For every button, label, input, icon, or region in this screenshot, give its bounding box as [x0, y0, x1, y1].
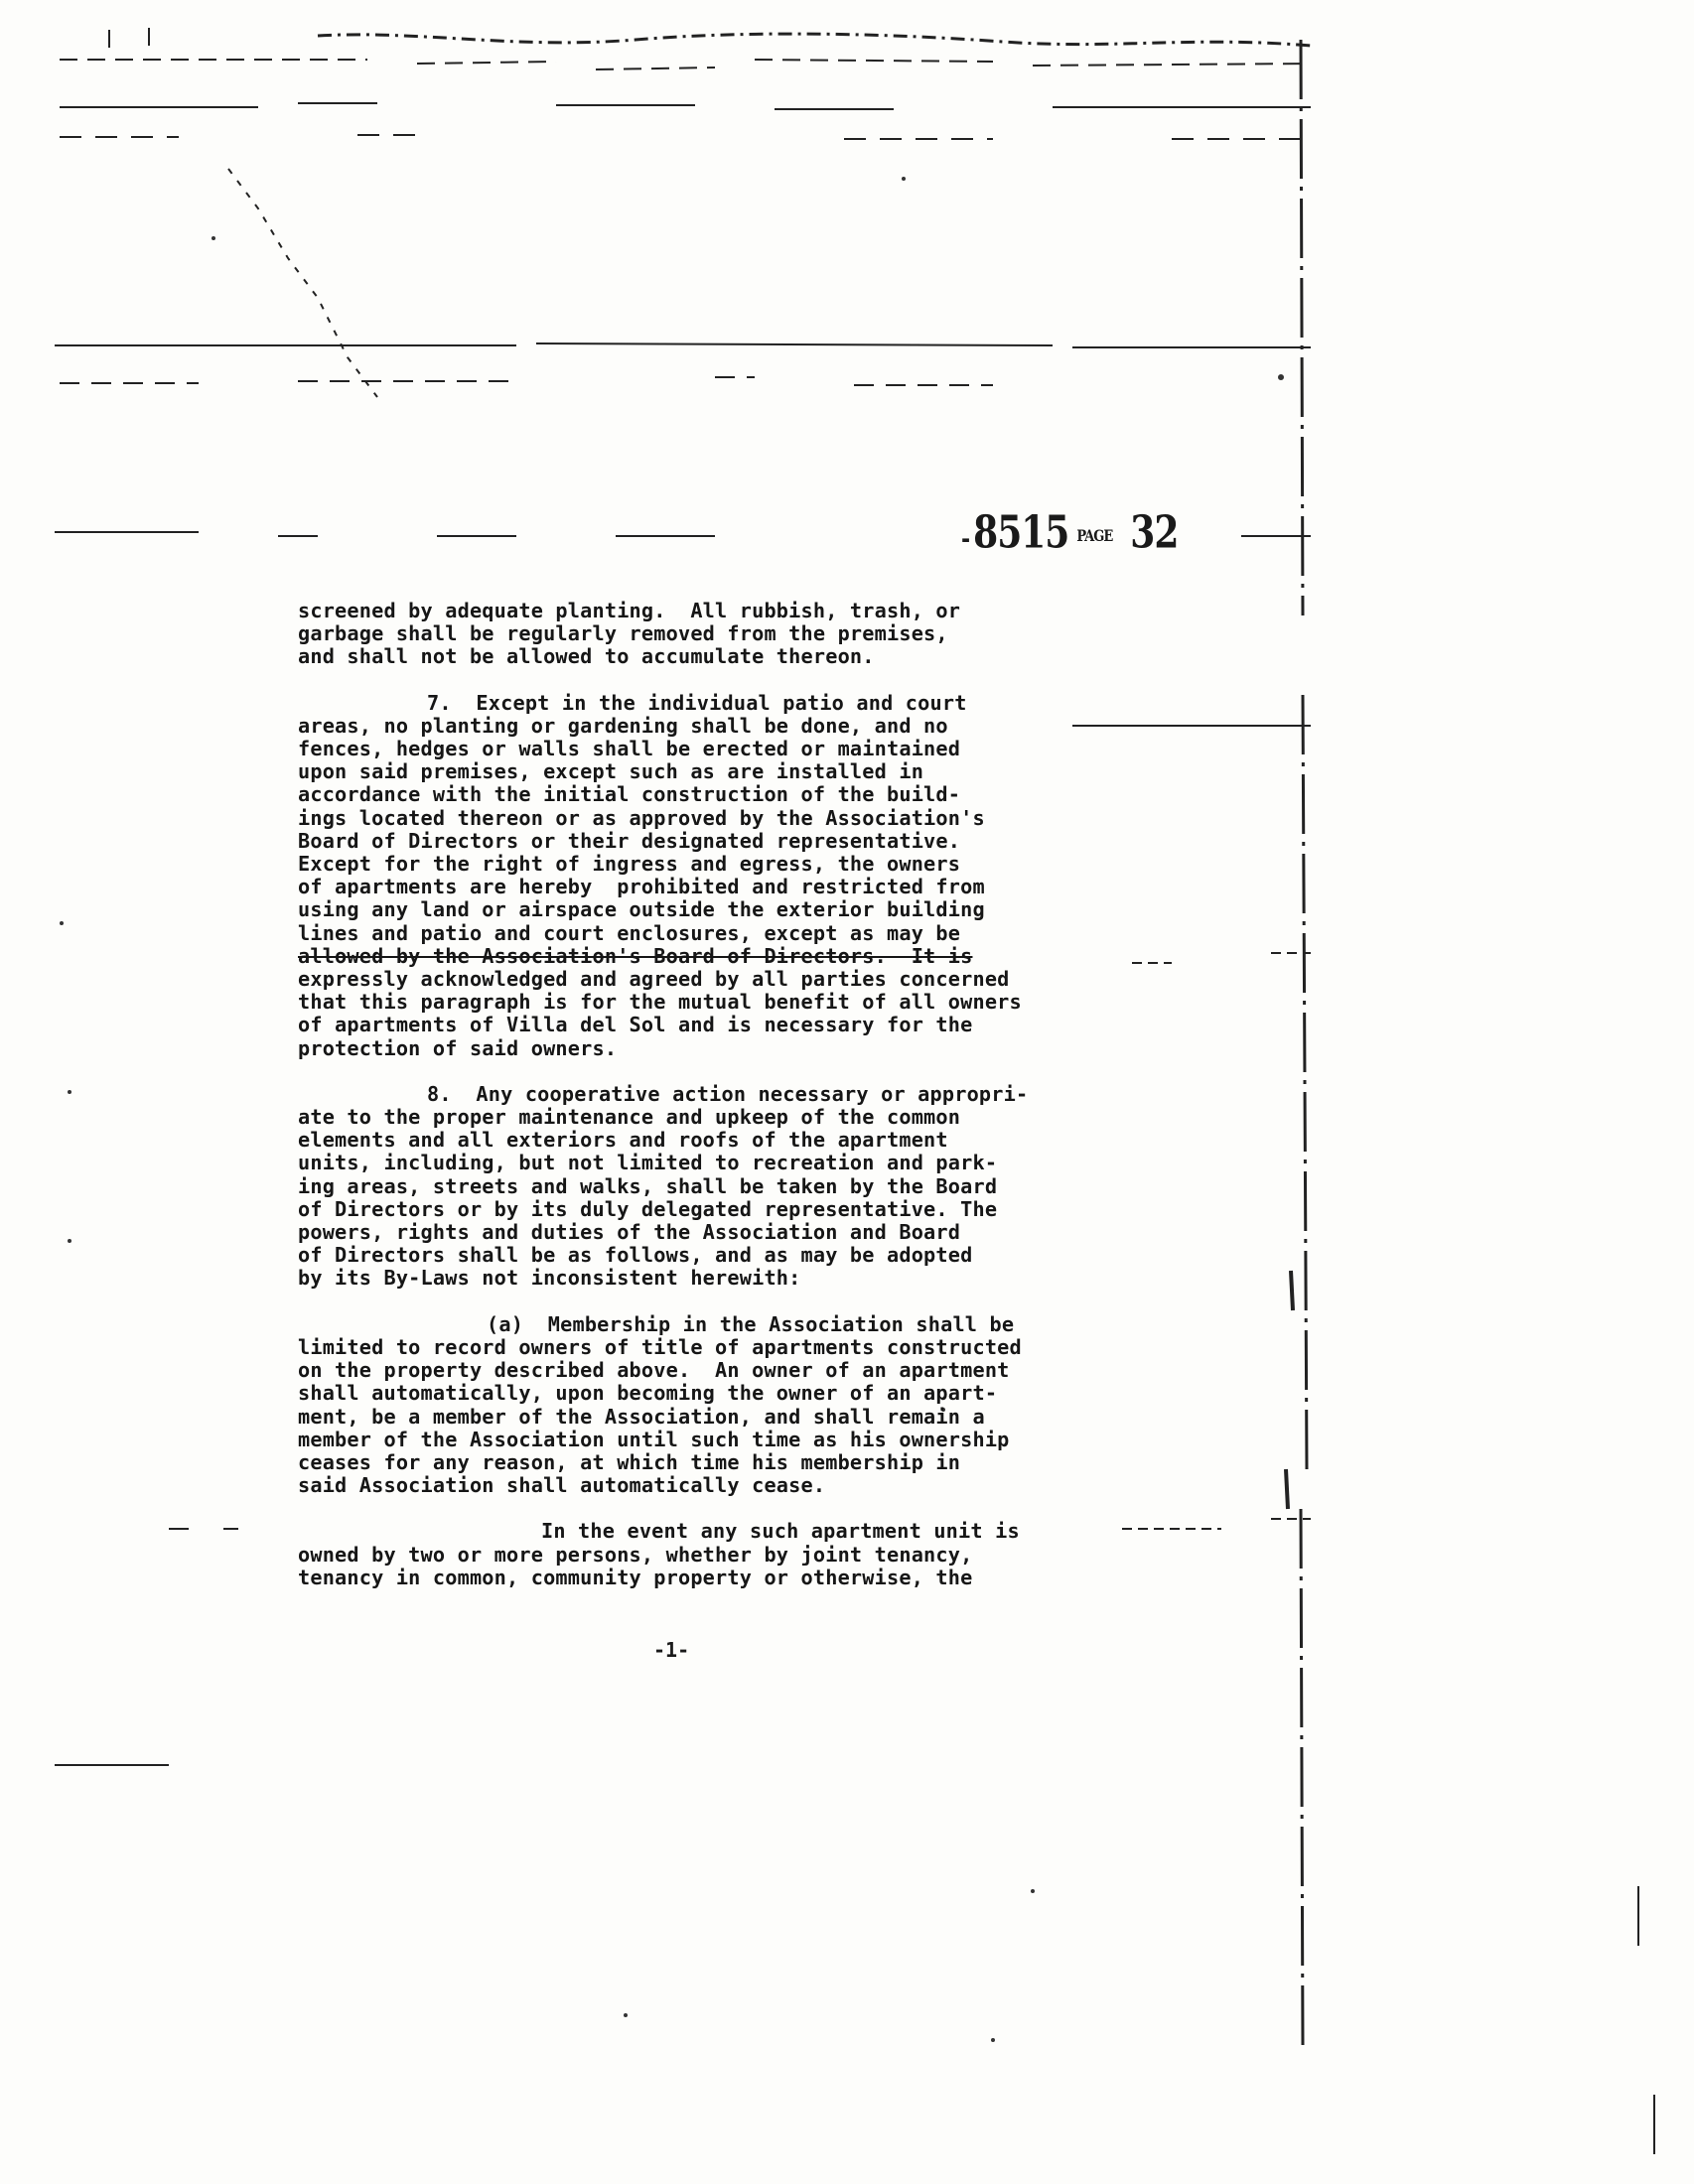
recording-book-page-stamp	[961, 506, 1178, 559]
text-line: elements and all exteriors and roofs of the apartment	[298, 1128, 948, 1153]
book-label: PAGE	[1076, 526, 1113, 546]
text-line: (a) Membership in the Association shall be	[487, 1311, 1015, 1336]
text-line: said Association shall automatically cease.	[298, 1473, 826, 1498]
intro-paragraph	[298, 600, 1172, 669]
text-line: of apartments are hereby prohibited and restricted from	[298, 875, 985, 899]
text-line: ate to the proper maintenance and upkeep of the common	[298, 1105, 961, 1130]
subparagraph-a	[298, 1313, 1172, 1498]
page-number: -1-	[653, 1638, 690, 1662]
text-line: screened by adequate planting. All rubbish, trash, or	[298, 599, 961, 622]
text-line: ings located thereon or as approved by the Association's	[298, 805, 985, 830]
text-line: of Directors or by its duly delegated representative. The	[298, 1196, 998, 1221]
text-line: of apartments of Villa del Sol and is necessary for the	[298, 1013, 973, 1037]
stamp-prefix: -	[961, 522, 970, 555]
text-line: Board of Directors or their designated representative.	[298, 828, 961, 853]
text-line: 8. Any cooperative action necessary or appropri-	[427, 1081, 1029, 1106]
text-line: In the event any such apartment unit is	[541, 1519, 1020, 1544]
text-line: units, including, but not limited to recreation and park-	[298, 1151, 998, 1175]
book-number: 8515	[973, 506, 1069, 559]
text-line: that this paragraph is for the mutual benefit of all owners	[298, 990, 1022, 1015]
text-line: accordance with the initial construction of the build-	[298, 782, 961, 807]
text-line: powers, rights and duties of the Association and Board	[298, 1220, 961, 1245]
text-line: fences, hedges or walls shall be erected or maintained	[298, 737, 961, 761]
text-line: areas, no planting or gardening shall be done, and no	[298, 713, 948, 738]
text-line: Except for the right of ingress and egress, the owners	[298, 852, 961, 877]
text-line: on the property described above. An owner of an apartment	[298, 1358, 1010, 1383]
text-line: owned by two or more persons, whether by joint tenancy,	[298, 1542, 973, 1567]
text-line: garbage shall be regularly removed from the premises,	[298, 621, 948, 646]
text-line: shall automatically, upon becoming the owner of an apart-	[298, 1381, 998, 1406]
text-line: ceases for any reason, at which time his membership in	[298, 1449, 961, 1474]
text-line: member of the Association until such time as his ownership	[298, 1427, 1010, 1451]
text-line-struck: allowed by the Association's Board of Directors. It is	[298, 943, 973, 968]
text-line: lines and patio and court enclosures, except as may be	[298, 920, 961, 945]
page-number-stamp: 32	[1130, 506, 1179, 559]
subparagraph-a-continued	[298, 1520, 1172, 1589]
text-line: of Directors shall be as follows, and as may be adopted	[298, 1243, 973, 1268]
document-body	[298, 600, 1172, 1589]
text-line: by its By-Laws not inconsistent herewith:	[298, 1266, 801, 1291]
text-line: 7. Except in the individual patio and court	[427, 690, 967, 715]
text-line: ing areas, streets and walks, shall be taken by the Board	[298, 1173, 998, 1198]
text-line: upon said premises, except such as are installed in	[298, 759, 924, 784]
text-line: tenancy in common, community property or otherwise, the	[298, 1565, 973, 1589]
text-line: limited to record owners of title of apartments constructed	[298, 1334, 1022, 1359]
text-line: using any land or airspace outside the exterior building	[298, 897, 985, 922]
paragraph-8	[298, 1083, 1172, 1291]
paragraph-7	[298, 692, 1172, 1060]
text-line: ment, be a member of the Association, and shall remain a	[298, 1404, 985, 1429]
text-line: expressly acknowledged and agreed by all parties concerned	[298, 967, 1010, 992]
text-line: protection of said owners.	[298, 1035, 618, 1060]
text-line: and shall not be allowed to accumulate thereon.	[298, 644, 875, 669]
